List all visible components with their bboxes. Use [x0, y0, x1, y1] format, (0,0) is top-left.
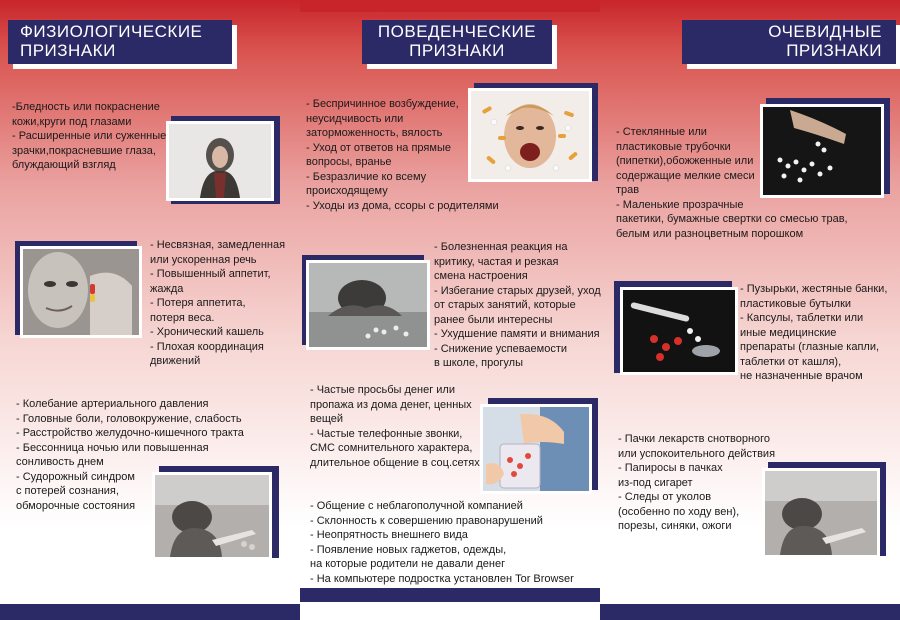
behavioral-list-4: [310, 499, 590, 586]
list-item: или ускоренная речь: [150, 253, 257, 266]
list-item: белым или разноцветным порошком: [616, 227, 804, 240]
physiological-list-2: [150, 238, 295, 369]
head-on-table-photo: [306, 260, 430, 350]
list-item: - Неопрятность внешнего вида: [310, 529, 468, 541]
list-item: пакетики, бумажные свертки со смесью трав,: [616, 213, 848, 225]
list-item: - Болезненная реакция на: [434, 241, 568, 253]
header-behavioral: [362, 20, 552, 64]
header-physiological: [8, 20, 232, 64]
list-item: - Потеря аппетита,: [150, 297, 246, 309]
list-item: - Частые телефонные звонки,: [310, 427, 463, 440]
list-item: пластиковые бутылки: [740, 297, 852, 310]
footer-band-right: [600, 604, 900, 620]
list-item: - Плохая координация: [150, 340, 264, 353]
list-item: пропажа из дома денег, ценных: [310, 398, 472, 411]
girl-hood-photo: [166, 121, 274, 201]
list-item: - Бессонница ночью или повышенная: [16, 441, 209, 454]
list-item: из-под сигарет: [618, 476, 693, 489]
header-line: ФИЗИОЛОГИЧЕСКИЕ: [20, 22, 203, 41]
list-item: обморочные состояния: [16, 499, 136, 512]
list-item: - Расширенные или суженные: [12, 130, 167, 142]
list-item: - Частые просьбы денег или: [310, 384, 455, 396]
header-line: ПРИЗНАКИ: [786, 41, 882, 60]
list-item: - Маленькие прозрачные: [616, 198, 744, 211]
header-obvious: [682, 20, 896, 64]
list-item: - Избегание старых друзей, уход: [434, 284, 601, 297]
screaming-man-photo: [468, 88, 592, 182]
list-item: потеря веса.: [150, 311, 215, 324]
list-item: - Беспричинное возбуждение,: [306, 98, 459, 110]
list-item: длительное общение в соц.сетях: [310, 456, 480, 469]
list-item: вещей: [310, 413, 344, 425]
physiological-list-1: [12, 100, 172, 173]
list-item: - Склонность к совершению правонарушений: [310, 514, 543, 527]
header-line: ПОВЕДЕНЧЕСКИЕ: [377, 22, 537, 41]
list-item: неусидчивость или: [306, 112, 404, 125]
list-item: - Следы от уколов: [618, 491, 712, 503]
column-obvious: [600, 0, 900, 620]
list-item: критику, частая и резкая: [434, 255, 559, 268]
hands-pills-bag-photo: [480, 404, 592, 494]
list-item: движений: [150, 355, 201, 367]
list-item: заторможенность, вялость: [306, 127, 443, 139]
list-item: -Бледность или покраснение: [12, 101, 160, 113]
list-item: - Пачки лекарств снотворного: [618, 433, 771, 445]
list-item: иные медицинские: [740, 326, 837, 339]
header-line: ПРИЗНАКИ: [409, 41, 505, 60]
list-item: - Стеклянные или: [616, 126, 707, 138]
list-item: препараты (глазные капли,: [740, 341, 880, 353]
list-item: - Повышенный аппетит,: [150, 268, 271, 280]
list-item: - Снижение успеваемости: [434, 342, 568, 355]
list-item: кожи,круги под глазами: [12, 115, 132, 128]
list-item: происходящему: [306, 185, 388, 197]
list-item: - Папиросы в пачках: [618, 462, 723, 474]
list-item: - Общение с неблагополучной компанией: [310, 500, 523, 512]
list-item: - Несвязная, замедленная: [150, 239, 286, 251]
pills-syringe-photo: [620, 287, 738, 375]
list-item: вопросы, вранье: [306, 156, 392, 168]
list-item: - Колебание артериального давления: [16, 398, 209, 410]
list-item: - Капсулы, таблетки или: [740, 312, 864, 324]
behavioral-list-3: [310, 383, 490, 470]
list-item: не назначенные врачом: [740, 370, 863, 382]
list-item: смена настроения: [434, 270, 528, 282]
list-item: от старых занятий, которые: [434, 299, 576, 311]
list-item: порезы, синяки, ожоги: [618, 520, 732, 532]
header-line: ОЧЕВИДНЫЕ: [768, 22, 882, 41]
list-item: - Пузырьки, жестяные банки,: [740, 283, 888, 295]
list-item: в школе, прогулы: [434, 357, 523, 369]
list-item: - Ухудшение памяти и внимания: [434, 328, 600, 340]
list-item: сонливость днем: [16, 456, 104, 468]
list-item: - Уходы из дома, ссоры с родителями: [306, 199, 499, 212]
top-band: [300, 0, 600, 12]
list-item: - Уход от ответов на прямые: [306, 141, 451, 154]
woman-pill-photo: [20, 246, 142, 338]
list-item: или успокоительного действия: [618, 447, 776, 460]
header-line: ПРИЗНАКИ: [20, 41, 116, 60]
list-item: пластиковые трубочки: [616, 140, 731, 153]
column-behavioral: [300, 0, 600, 620]
list-item: на которые родители не давали денег: [310, 558, 506, 570]
sitting-teen-photo-2: [762, 468, 880, 558]
list-item: таблетки от кашля),: [740, 355, 842, 368]
list-item: (особенно по ходу вен),: [618, 505, 740, 518]
list-item: с потерей сознания,: [16, 485, 119, 497]
list-item: зрачки,покрасневшие глаза,: [12, 144, 156, 157]
list-item: ранее были интересны: [434, 313, 553, 326]
list-item: - Расстройство желудочно-кишечного тракта: [16, 427, 244, 439]
sitting-teen-photo: [152, 472, 272, 560]
list-item: трав: [616, 184, 640, 196]
list-item: - Судорожный синдром: [16, 470, 135, 483]
list-item: (пипетки),обожженные или: [616, 155, 754, 167]
list-item: - Безразличие ко всему: [306, 170, 427, 183]
footer-band-middle-stripe: [300, 588, 600, 602]
list-item: - Хронический кашель: [150, 326, 264, 338]
list-item: блуждающий взгляд: [12, 159, 116, 171]
behavioral-list-2: [434, 240, 604, 371]
list-item: жажда: [150, 282, 184, 295]
list-item: содержащие мелкие смеси: [616, 169, 755, 182]
obvious-list-2: [740, 282, 900, 384]
column-physiological: [0, 0, 300, 620]
list-item: - Головные боли, головокружение, слабость: [16, 412, 242, 425]
obvious-list-1: [616, 125, 861, 241]
list-item: - Появление новых гаджетов, одежды,: [310, 543, 507, 556]
list-item: - На компьютере подростка установлен Tor Browser: [310, 572, 574, 585]
list-item: СМС сомнительного характера,: [310, 442, 473, 454]
footer-band-left: [0, 604, 300, 620]
